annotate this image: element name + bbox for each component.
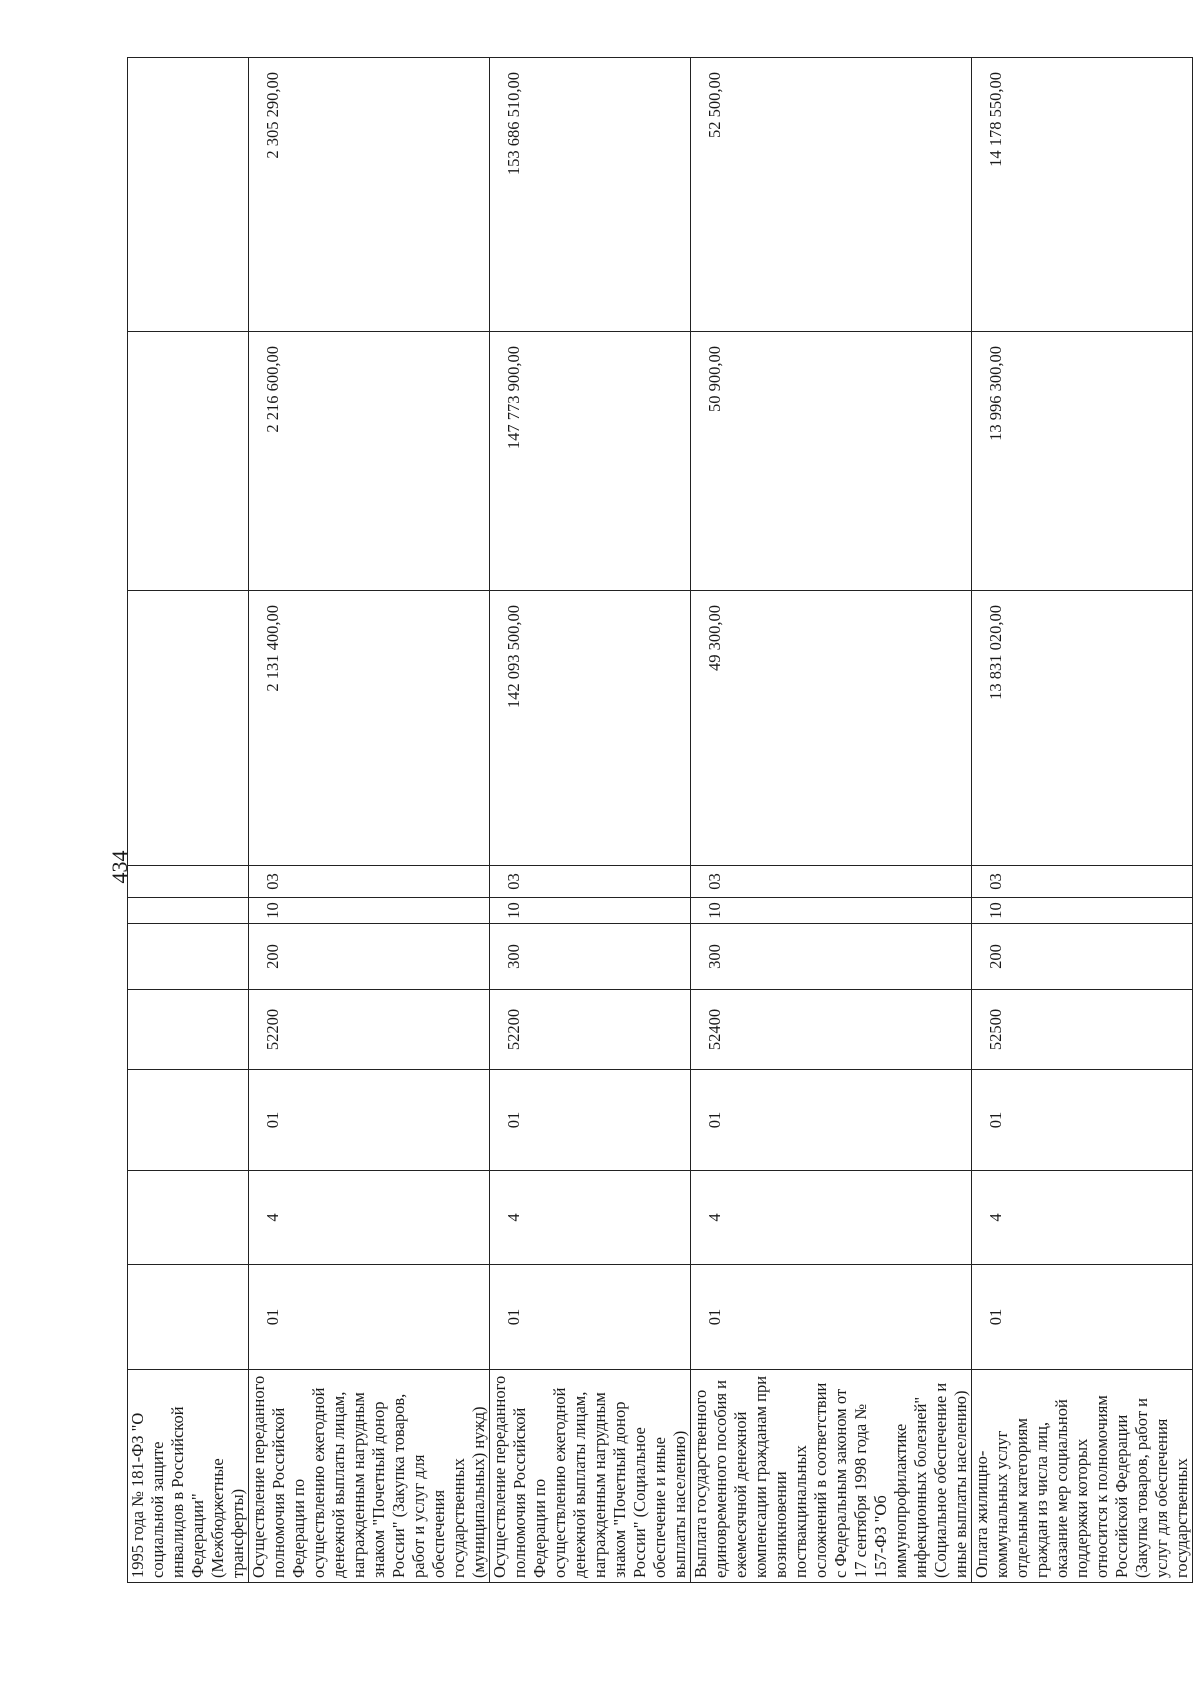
row-description: Осуществление переданного полномочия Российской Федерации по осуществлению ежегодной денежной выплаты лицам, награжденным нагрудным знаком "Почетный донор России" (Закупка товаров, работ и услуг для обеспечения государственных (муниципальных) нужд): [249, 1370, 490, 1583]
code-cell: 200: [972, 924, 1193, 990]
code-cell: 52200: [490, 990, 691, 1070]
amount-cell: 2 305 290,00: [249, 58, 490, 332]
code-cell: 10: [691, 898, 972, 924]
row-description: Оплата жилищно-коммунальных услуг отдельным категориям граждан из числа лиц, оказание мер социальной поддержки которых относится к полномочиям Российской Федерации (Закупка товаров, работ и услуг для обеспечения государственных: [972, 1370, 1193, 1583]
code-cell: [128, 1265, 249, 1370]
code-cell: 4: [972, 1171, 1193, 1265]
code-cell: 01: [691, 1265, 972, 1370]
amount-cell: 142 093 500,00: [490, 591, 691, 866]
budget-table-sheet: [127, 58, 1191, 1583]
code-cell: 03: [972, 866, 1193, 898]
code-cell: 01: [490, 1070, 691, 1171]
code-cell: 03: [691, 866, 972, 898]
table-row: [972, 58, 1193, 1583]
code-cell: 01: [691, 1070, 972, 1171]
code-cell: 03: [490, 866, 691, 898]
amount-cell: 147 773 900,00: [490, 332, 691, 591]
page-number: 434: [107, 850, 132, 884]
code-cell: [128, 866, 249, 898]
amount-cell: [128, 332, 249, 591]
code-cell: 01: [972, 1265, 1193, 1370]
code-cell: 4: [691, 1171, 972, 1265]
code-cell: [128, 990, 249, 1070]
code-cell: 01: [249, 1265, 490, 1370]
table-row: [249, 58, 490, 1583]
code-cell: 52500: [972, 990, 1193, 1070]
amount-cell: [128, 58, 249, 332]
amount-cell: 13 831 020,00: [972, 591, 1193, 866]
row-description: 1995 года № 181-ФЗ "О социальной защите инвалидов в Российской Федерации" (Межбюджетные трансферты): [128, 1370, 249, 1583]
table-row: [490, 58, 691, 1583]
code-cell: 10: [490, 898, 691, 924]
code-cell: [128, 1070, 249, 1171]
code-cell: 52400: [691, 990, 972, 1070]
amount-cell: 14 178 550,00: [972, 58, 1193, 332]
code-cell: 01: [249, 1070, 490, 1171]
code-cell: [128, 898, 249, 924]
amount-cell: 13 996 300,00: [972, 332, 1193, 591]
code-cell: 4: [490, 1171, 691, 1265]
code-cell: 10: [249, 898, 490, 924]
table-row: [128, 58, 249, 1583]
amount-cell: 2 216 600,00: [249, 332, 490, 591]
amount-cell: 153 686 510,00: [490, 58, 691, 332]
code-cell: 01: [972, 1070, 1193, 1171]
code-cell: 01: [490, 1265, 691, 1370]
amount-cell: [128, 591, 249, 866]
amount-cell: 50 900,00: [691, 332, 972, 591]
row-description: Осуществление переданного полномочия Российской Федерации по осуществлению ежегодной денежной выплаты лицам, награжденным нагрудным знаком "Почетный донор России" (Социальное обеспечение и иные выплаты населению): [490, 1370, 691, 1583]
code-cell: [128, 1171, 249, 1265]
code-cell: 300: [490, 924, 691, 990]
code-cell: 10: [972, 898, 1193, 924]
budget-table: [127, 57, 1193, 1583]
code-cell: 300: [691, 924, 972, 990]
code-cell: 03: [249, 866, 490, 898]
amount-cell: 2 131 400,00: [249, 591, 490, 866]
budget-table-rotated: [127, 58, 1191, 1583]
code-cell: 52200: [249, 990, 490, 1070]
table-row: [691, 58, 972, 1583]
row-description: Выплата государственного единовременного пособия и ежемесячной денежной компенсации гражданам при возникновении поствакцинальных осложнений в соответствии с Федеральным законом от 17 сентября 1998 года № 157-ФЗ "Об иммунопрофилактике инфекционных болезней" (Социальное обеспечение и иные выплаты населению): [691, 1370, 972, 1583]
amount-cell: 52 500,00: [691, 58, 972, 332]
code-cell: [128, 924, 249, 990]
code-cell: 200: [249, 924, 490, 990]
code-cell: 4: [249, 1171, 490, 1265]
amount-cell: 49 300,00: [691, 591, 972, 866]
